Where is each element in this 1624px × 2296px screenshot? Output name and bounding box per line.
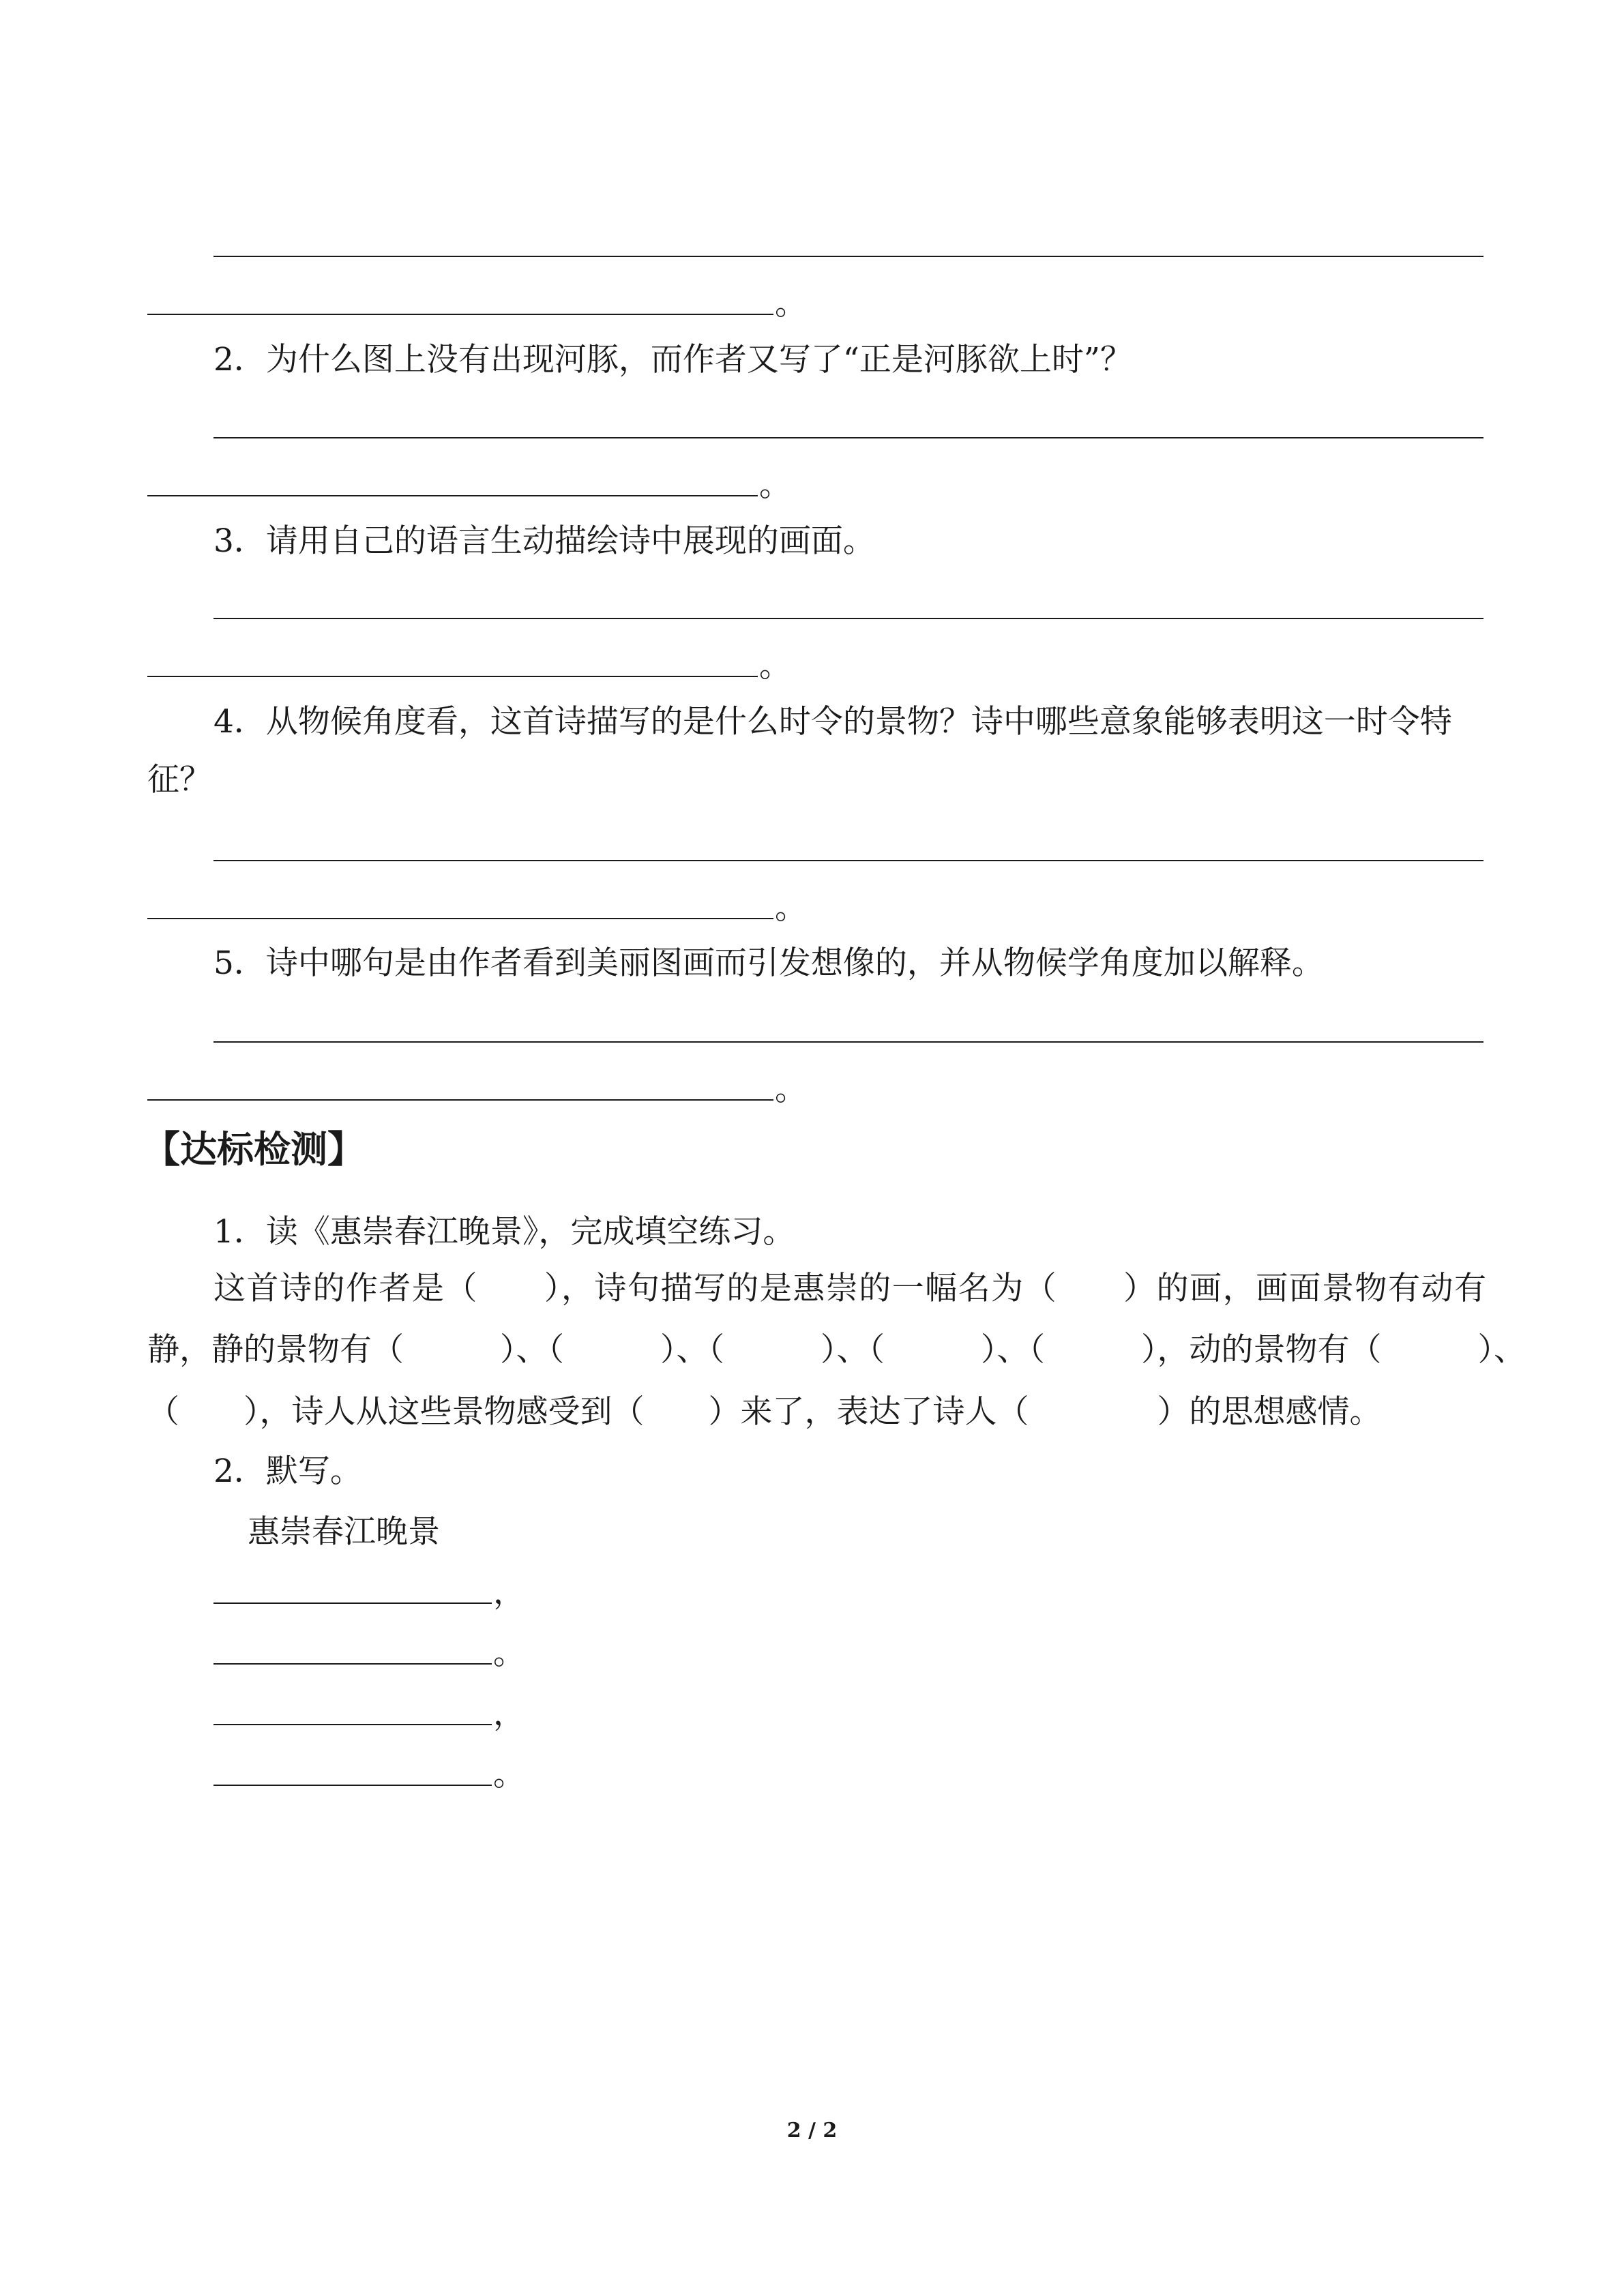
answer-underline [147, 314, 773, 315]
line-punctuation: ， [493, 1574, 525, 1611]
answer-blank-short[interactable] [147, 284, 829, 325]
poem-line-blank[interactable] [213, 1694, 527, 1735]
end-punctuation: 。 [775, 889, 807, 927]
line-punctuation: 。 [493, 1635, 525, 1672]
answer-line-full[interactable] [213, 1041, 1483, 1043]
answer-line-full[interactable] [213, 860, 1483, 861]
line-punctuation: 。 [493, 1756, 525, 1793]
section-heading: 【达标检测】 [143, 1127, 364, 1171]
answer-underline [147, 1099, 773, 1101]
fill-blank-line-1: 这首诗的作者是（ ），诗句描写的是惠崇的一幅名为（ ）的画，画面景物有动有 [213, 1270, 1486, 1307]
poem-line-blank[interactable] [213, 1572, 527, 1613]
answer-underline [213, 1663, 492, 1665]
answer-underline [213, 1785, 492, 1786]
answer-blank-short[interactable] [147, 888, 829, 929]
answer-underline [147, 676, 758, 677]
answer-line-full[interactable] [213, 618, 1483, 619]
answer-blank-short[interactable] [147, 646, 829, 687]
fill-blank-line-3: （ ），诗人从这些景物感受到（ ）来了，表达了诗人（ ）的思想感情。 [147, 1393, 1382, 1431]
end-punctuation: 。 [775, 1071, 807, 1108]
answer-underline [147, 495, 758, 496]
answer-line-full[interactable] [213, 256, 1483, 257]
answer-line-full[interactable] [213, 437, 1483, 438]
fill-blank-line-2: 静，静的景物有（ ）、（ ）、（ ）、（ ）、（ ），动的景物有（ ）、 [147, 1331, 1526, 1369]
poem-line-blank[interactable] [213, 1755, 527, 1795]
end-punctuation: 。 [759, 647, 791, 685]
question-4-text-line2: 征？ [147, 761, 211, 799]
line-punctuation: ， [493, 1695, 525, 1733]
answer-underline [213, 1602, 492, 1604]
answer-underline [213, 1724, 492, 1725]
poem-title: 惠崇春江晚景 [248, 1513, 440, 1551]
item-2-prompt: 2．默写。 [213, 1452, 362, 1490]
end-punctuation: 。 [759, 466, 791, 504]
answer-blank-short[interactable] [147, 465, 829, 506]
question-5-text: 5．诗中哪句是由作者看到美丽图画而引发想像的，并从物候学角度加以解释。 [213, 944, 1324, 982]
page-number: 2 / 2 [786, 2119, 838, 2143]
end-punctuation: 。 [775, 285, 807, 323]
poem-line-blank[interactable] [213, 1633, 527, 1674]
answer-underline [147, 918, 773, 919]
question-2-text: 2．为什么图上没有出现河豚，而作者又写了“正是河豚欲上时”？ [213, 341, 1132, 378]
question-4-text-line1: 4．从物候角度看，这首诗描写的是什么时令的景物？诗中哪些意象能够表明这一时令特 [213, 703, 1452, 741]
answer-blank-short[interactable] [147, 1069, 829, 1110]
question-3-text: 3．请用自己的语言生动描绘诗中展现的画面。 [213, 522, 875, 560]
item-1-prompt: 1．读《惠崇春江晚景》，完成填空练习。 [213, 1213, 795, 1251]
